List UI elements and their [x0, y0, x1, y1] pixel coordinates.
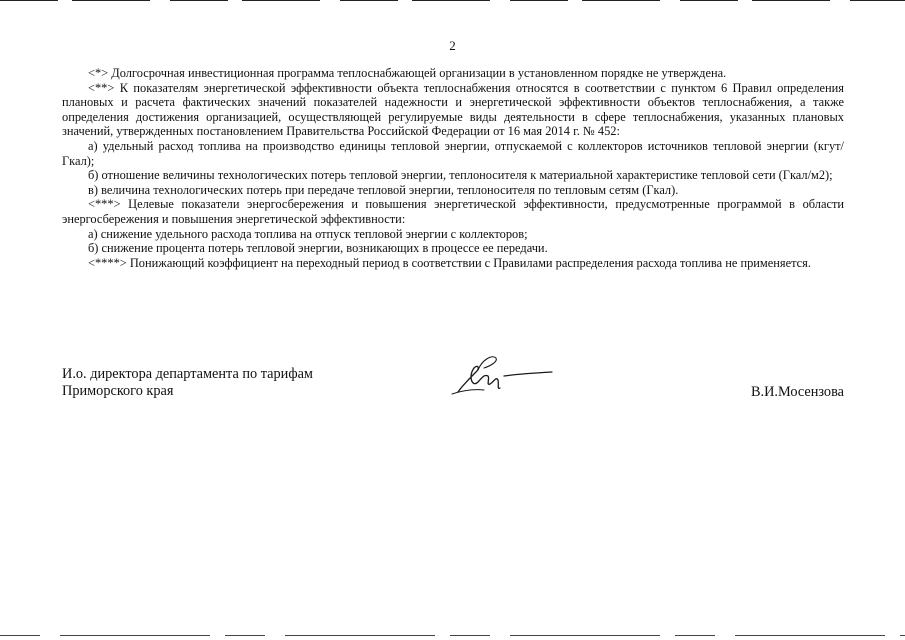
- list-item-loss-reduction: б) снижение процента потерь тепловой энергии, возникающих в процессе ее передачи.: [88, 241, 548, 256]
- signatory-position: [62, 366, 313, 400]
- footnote-reduction-coefficient: <****> Понижающий коэффициент на переходный период в соответствии с Правилами распределения расхода топлива не применяется.: [88, 255, 811, 270]
- footnote-investment-program: <*> Долгосрочная инвестиционная программа теплоснабжающей организации в установленном порядке не утверждена.: [88, 66, 727, 80]
- scan-edge-top: [0, 0, 905, 1]
- scan-edge-bottom: [0, 635, 905, 636]
- list-item-technological-losses-ratio: б) отношение величины технологических потерь тепловой энергии, теплоносителя к материальной характеристике тепловой сети (Гкал/м2);: [88, 168, 833, 183]
- signatory-position-line1: И.о. директора департамента по тарифам: [62, 366, 313, 382]
- footnotes-block: [62, 66, 844, 270]
- signatory-position-line2: Приморского края: [62, 383, 174, 399]
- list-item-fuel-consumption: а) удельный расход топлива на производство единицы тепловой энергии, отпускаемой с коллекторов источников тепловой энергии (кгут/Гкал);: [62, 138, 844, 168]
- list-item-technological-losses: в) величина технологических потерь при передаче тепловой энергии, теплоносителя по тепловым сетям (Гкал).: [88, 182, 679, 197]
- footnote-energy-efficiency-indicators: <**> К показателям энергетической эффективности объекта теплоснабжения относятся в соответствии с пунктом 6 Правил определения плановых и расчета фактических значений показателей надежности и энергетической эффективности объектов теплоснабжения, а также определения достижения организацией, осуществляющей регулируемые виды деятельности в сфере теплоснабжения, указанных плановых значений, утвержденных постановлением Правительства Российской Федерации от 16 мая 2014 г. № 452:: [62, 80, 844, 139]
- handwritten-signature: [448, 352, 558, 404]
- footnote-target-indicators: <***> Целевые показатели энергосбережения и повышения энергетической эффективности, предусмотренные программой в области энергосбережения и повышения энергетической эффективности:: [62, 197, 844, 226]
- list-item-fuel-reduction: а) снижение удельного расхода топлива на отпуск тепловой энергии с коллекторов;: [88, 226, 528, 241]
- page-number: 2: [449, 38, 456, 53]
- signatory-name: В.И.Мосензова: [750, 384, 844, 400]
